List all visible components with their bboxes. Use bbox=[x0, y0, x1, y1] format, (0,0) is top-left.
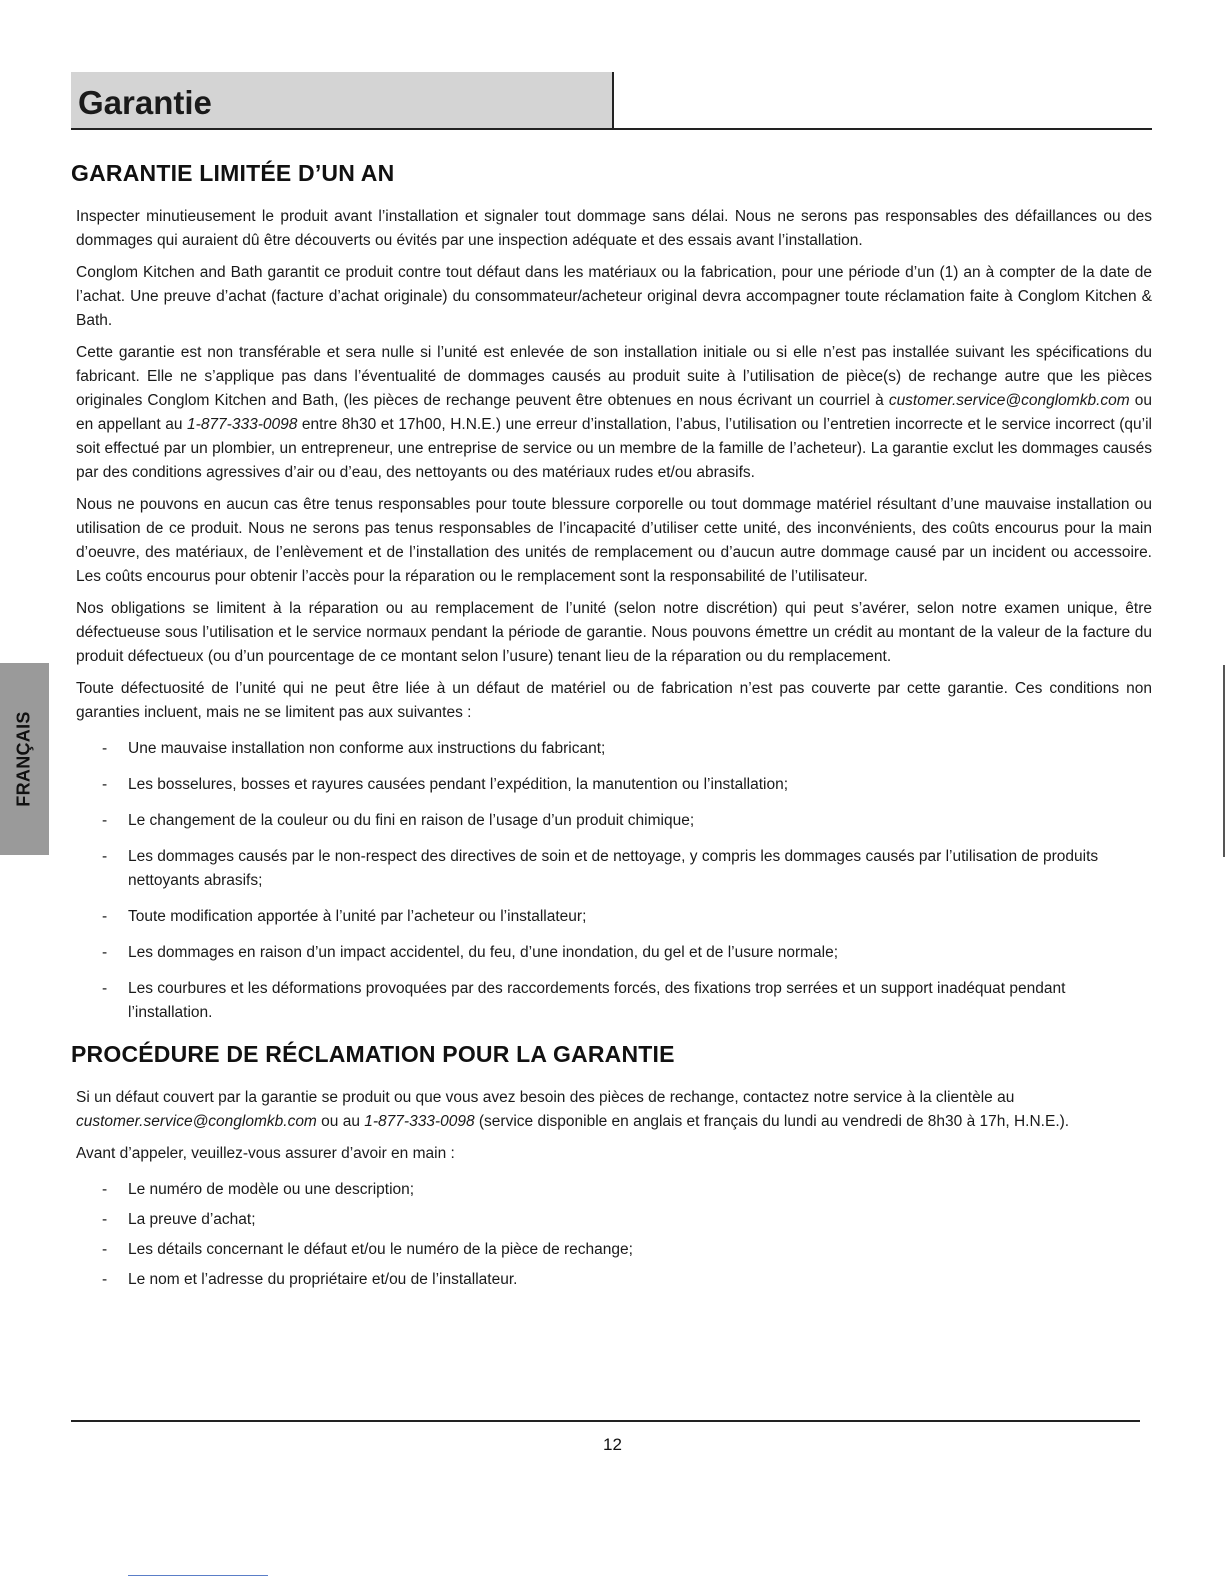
support-email: customer.service@conglomkb.com bbox=[76, 1113, 317, 1130]
list-item: - Le numéro de modèle ou une description; bbox=[76, 1178, 1152, 1202]
text-segment: ou au bbox=[316, 1113, 365, 1130]
list-item: - Le nom et l’adresse du propriétaire et/ou de l’installateur. bbox=[76, 1268, 1152, 1292]
page-title: Garantie bbox=[78, 84, 212, 121]
exclusions-list bbox=[76, 737, 1152, 1025]
page-content bbox=[71, 150, 1152, 1298]
language-side-tab bbox=[0, 663, 49, 855]
text-segment: Cette garantie est non transférable et sera nulle si l’unité est enlevée de son installation initiale ou si elle n’est pas installée suivant les spécifications du fabricant. Elle ne s’applique pas dans l’éventualité de dommages causés au produit suite à l’utilisation de pièce(s) de rechange autre que les pièces originales Conglom Kitchen and Bath, (les pièces de rechange peuvent être obtenues en nous écrivant un courriel à bbox=[76, 344, 1152, 409]
list-item: - Les dommages en raison d’un impact accidentel, du feu, d’une inondation, du gel et de l’usure normale; bbox=[76, 941, 1152, 965]
claim-heading: PROCÉDURE DE RÉCLAMATION POUR LA GARANTIE bbox=[71, 1041, 675, 1067]
text-segment: entre 8h30 et 17h00, H.N.E.) une erreur d’installation, l’abus, l’utilisation ou l’entretien incorrecte et le service incorrect (qu’il soit effectué par un plombier, un entrepreneur, une entreprise de service ou un membre de la famille de l’acheteur). La garantie exclut les dommages causés par des conditions agressives d’air ou d’eau, des nettoyants ou des matériaux rudes et/ou abrasifs. bbox=[76, 416, 1152, 481]
list-item: - Les bosselures, bosses et rayures causées pendant l’expédition, la manutention ou l’installation; bbox=[76, 773, 1152, 797]
list-item: - Les courbures et les déformations provoquées par des raccordements forcés, des fixations trop serrées et un support inadéquat pendant l’installation. bbox=[76, 977, 1152, 1025]
claim-paragraph-1 bbox=[76, 1086, 1152, 1134]
text-segment: Si un défaut couvert par la garantie se produit ou que vous avez besoin des pièces de rechange, contactez notre service à la clientèle au bbox=[76, 1089, 1015, 1106]
support-email: customer.service@conglomkb.com bbox=[888, 392, 1130, 409]
list-item: - Les dommages causés par le non-respect des directives de soin et de nettoyage, y compris les dommages causés par l’utilisation de produits nettoyants abrasifs; bbox=[76, 845, 1152, 893]
section-header bbox=[71, 72, 1152, 130]
warranty-paragraph-1: Inspecter minutieusement le produit avant l’installation et signaler tout dommage sans délai. Nous ne serons pas responsables des défaillances ou des dommages qui auraient dû être découverts ou évités par une inspection adéquate et des essais avant l’installation. bbox=[76, 208, 1152, 249]
warranty-paragraph-4: Nous ne pouvons en aucun cas être tenus responsables pour toute blessure corporelle ou tout dommage matériel résultant d’une mauvaise installation ou utilisation de ce produit. Nous ne serons pas tenus responsables de l’incapacité d’utiliser cette unité, des inconvénients, des coûts encourus pour la main d’oeuvre, des matériaux, de l’enlèvement et de l’installation des unités de remplacement ou d’aucun autre dommage causé par un incident ou accessoire. Les coûts encourus pour obtenir l’accès pour la réparation ou le remplacement sont la responsabilité de l’utilisateur. bbox=[76, 496, 1152, 585]
claim-paragraph-2: Avant d’appeler, veuillez-vous assurer d’avoir en main : bbox=[76, 1145, 455, 1162]
underline-mark bbox=[128, 1575, 268, 1576]
header-title-tab bbox=[71, 72, 614, 128]
list-item: - Les détails concernant le défaut et/ou le numéro de la pièce de rechange; bbox=[76, 1238, 1152, 1262]
footer-rule bbox=[71, 1420, 1140, 1422]
warranty-paragraph-6: Toute défectuosité de l’unité qui ne peut être liée à un défaut de matériel ou de fabrication n’est pas couverte par cette garantie. Ces conditions non garanties incluent, mais ne se limitent pas aux suivantes : bbox=[76, 680, 1152, 721]
text-segment: ou en appellant au bbox=[76, 392, 1152, 433]
warranty-paragraph-3 bbox=[76, 341, 1152, 485]
checklist bbox=[76, 1178, 1152, 1292]
warranty-paragraph-5: Nos obligations se limitent à la réparation ou au remplacement de l’unité (selon notre discrétion) qui peut s’avérer, selon notre examen unique, être défectueuse sous l’utilisation et le service normaux pendant la période de garantie. Nous pouvons émettre un crédit au montant de la valeur de la facture du produit défectueux (ou d’un pourcentage de ce montant selon l’usure) tenant lieu de la réparation ou du remplacement. bbox=[76, 600, 1152, 665]
support-phone: 1-877-333-0098 bbox=[364, 1113, 475, 1130]
list-item: - Toute modification apportée à l’unité par l’acheteur ou l’installateur; bbox=[76, 905, 1152, 929]
page-number: 12 bbox=[603, 1435, 622, 1454]
list-item: - La preuve d’achat; bbox=[76, 1208, 1152, 1232]
list-item: - Une mauvaise installation non conforme aux instructions du fabricant; bbox=[76, 737, 1152, 761]
support-phone: 1-877-333-0098 bbox=[187, 416, 298, 433]
list-item: - Le changement de la couleur ou du fini en raison de l’usage d’un produit chimique; bbox=[76, 809, 1152, 833]
text-segment: (service disponible en anglais et français du lundi au vendredi de 8h30 à 17h, H.N.E.). bbox=[474, 1113, 1070, 1130]
warranty-heading: GARANTIE LIMITÉE D’UN AN bbox=[71, 160, 395, 186]
warranty-paragraph-2: Conglom Kitchen and Bath garantit ce produit contre tout défaut dans les matériaux ou la fabrication, pour une période d’un (1) an à compter de la date de l’achat. Une preuve d’achat (facture d’achat originale) du consommateur/acheteur original devra accompagner toute réclamation faite à Conglom Kitchen & Bath. bbox=[76, 264, 1152, 329]
language-label: FRANÇAIS bbox=[13, 711, 34, 807]
